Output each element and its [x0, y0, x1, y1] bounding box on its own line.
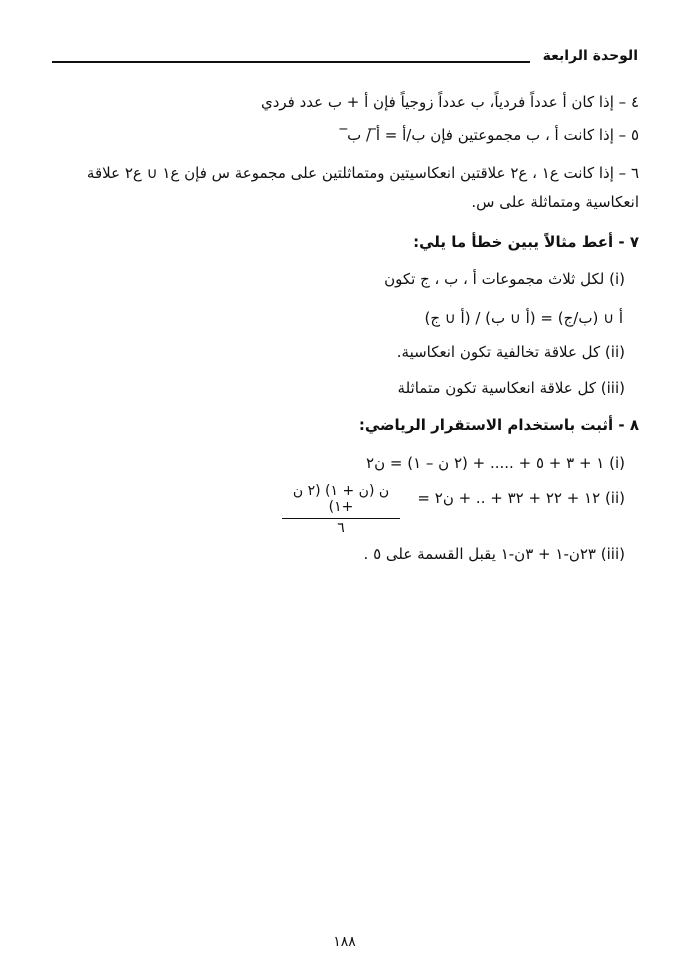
exercise-7-i: (i) لكل ثلاث مجموعات أ ، ب ، ج تكون [384, 270, 625, 288]
exercise-7-iii: (iii) كل علاقة انعكاسية تكون متماثلة [397, 379, 625, 397]
exercise-4: ٤ – إذا كان أ عدداً فردياً، ب عدداً زوجياً فإن أ + ب عدد فردي [260, 93, 639, 111]
unit-title: الوحدة الرابعة [542, 48, 638, 64]
exercise-8-ii-fraction [282, 483, 400, 536]
page-number: ١٨٨ [333, 934, 356, 950]
exercise-7-heading: ٧ - أعط مثالاً يبين خطأ ما يلي: [413, 233, 639, 251]
header-rule [52, 61, 530, 63]
exercise-7-i-formula: أ ∪ (ب/ج) = (أ ∪ ب) / (أ ∪ ج) [424, 309, 623, 327]
exercise-6: ٦ – إذا كانت ع١ ، ع٢ علاقتين انعكاسيتين ومتماثلتين على مجموعة س فإن ع١ ∪ ع٢ علاقة انعكاسية ومتماثلة على س. [86, 164, 639, 211]
page-header [52, 48, 638, 68]
exercise-8-ii: (ii) ١٢ + ٢٢ + ٣٢ + .. + ن٢ = [417, 489, 625, 507]
exercise-5: ٥ – إذا كانت أ ، ب مجموعتين فإن ب/أ = أ̅ / ب̅ [347, 126, 639, 144]
exercise-8-i: (i) ١ + ٣ + ٥ + ..... + (٢ ن – ١) = ن٢ [366, 454, 625, 472]
fraction-numerator: ن (ن + ١) (٢ ن +١) [292, 483, 390, 515]
exercise-8-heading: ٨ - أثبت باستخدام الاستقرار الرياضي: [358, 416, 639, 434]
exercise-8-iii: (iii) ٢٣ن-١ + ٣ن-١ يقبل القسمة على ٥ . [363, 545, 625, 563]
fraction-denominator: ٦ [337, 520, 345, 536]
exercise-7-ii: (ii) كل علاقة تخالفية تكون انعكاسية. [396, 343, 625, 361]
